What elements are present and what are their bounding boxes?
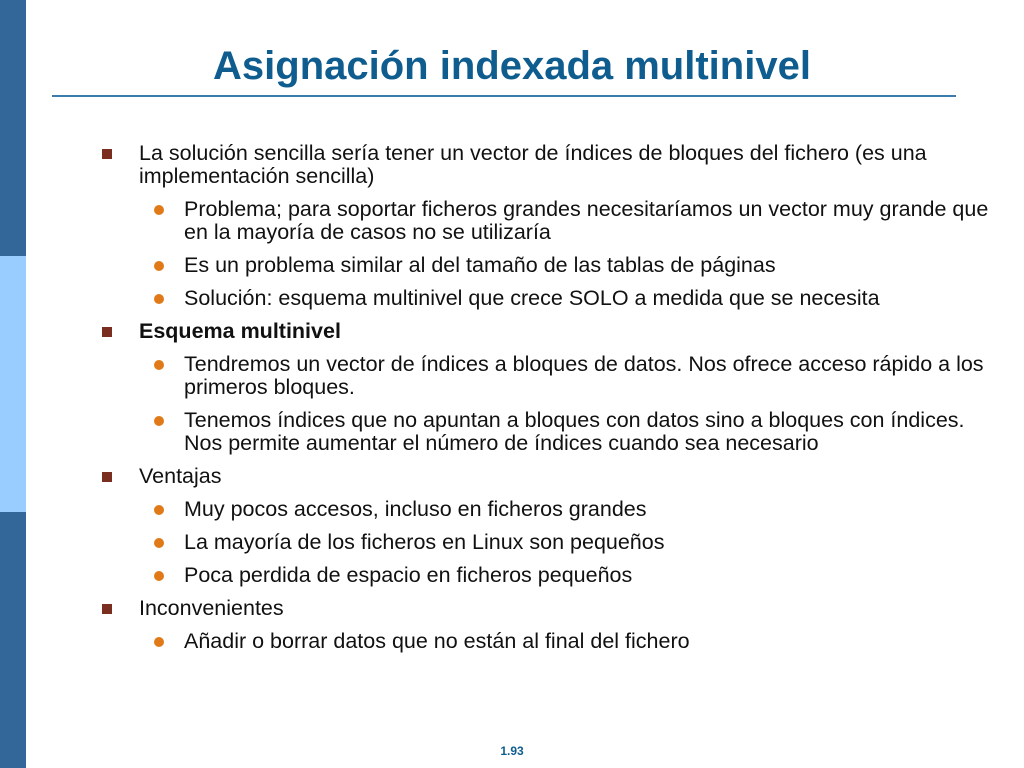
bullet-text: Muy pocos accesos, incluso en ficheros grandes <box>184 497 647 521</box>
bullet-text: La solución sencilla sería tener un vector de índices de bloques del fichero (es una implementación sencilla) <box>139 141 927 188</box>
round-bullet-icon <box>154 538 164 548</box>
bullet-item-level2 <box>0 353 1024 399</box>
round-bullet-icon <box>154 360 164 370</box>
slide-title: Asignación indexada multinivel <box>213 44 811 88</box>
round-bullet-icon <box>154 205 164 215</box>
bullet-item-level1 <box>0 597 1024 620</box>
bullet-item-level2 <box>0 564 1024 587</box>
bullet-item-level2 <box>0 498 1024 521</box>
bullet-item-level1 <box>0 320 1024 343</box>
square-bullet-icon <box>102 472 112 482</box>
bullet-text: Tenemos índices que no apuntan a bloques con datos sino a bloques con índices. Nos permite aumentar el número de índices cuando sea necesario <box>184 408 965 455</box>
bullet-list <box>0 142 1024 663</box>
bullet-item-level1 <box>0 465 1024 488</box>
bullet-item-level2 <box>0 198 1024 244</box>
bullet-text: Inconvenientes <box>139 596 284 620</box>
round-bullet-icon <box>154 261 164 271</box>
bullet-text: Es un problema similar al del tamaño de las tablas de páginas <box>184 253 776 277</box>
square-bullet-icon <box>102 604 112 614</box>
bullet-text: Solución: esquema multinivel que crece SOLO a medida que se necesita <box>184 286 880 310</box>
bullet-text: Ventajas <box>139 464 222 488</box>
bullet-item-level2 <box>0 287 1024 310</box>
round-bullet-icon <box>154 571 164 581</box>
bullet-item-level2 <box>0 630 1024 653</box>
bullet-text: Poca perdida de espacio en ficheros pequeños <box>184 563 633 587</box>
round-bullet-icon <box>154 416 164 426</box>
round-bullet-icon <box>154 505 164 515</box>
bullet-text: Esquema multinivel <box>139 319 341 343</box>
square-bullet-icon <box>102 327 112 337</box>
round-bullet-icon <box>154 294 164 304</box>
bullet-text: La mayoría de los ficheros en Linux son pequeños <box>184 530 665 554</box>
bullet-text: Añadir o borrar datos que no están al final del fichero <box>184 629 690 653</box>
bullet-item-level2 <box>0 409 1024 455</box>
bullet-item-level1 <box>0 142 1024 188</box>
bullet-item-level2 <box>0 531 1024 554</box>
square-bullet-icon <box>102 149 112 159</box>
bullet-text: Problema; para soportar ficheros grandes necesitaríamos un vector muy grande que en la mayoría de casos no se utilizaría <box>184 197 989 244</box>
title-divider <box>52 95 956 97</box>
bullet-item-level2 <box>0 254 1024 277</box>
bullet-text: Tendremos un vector de índices a bloques de datos. Nos ofrece acceso rápido a los primeros bloques. <box>184 352 984 399</box>
round-bullet-icon <box>154 637 164 647</box>
page-number: 1.93 <box>500 744 524 758</box>
